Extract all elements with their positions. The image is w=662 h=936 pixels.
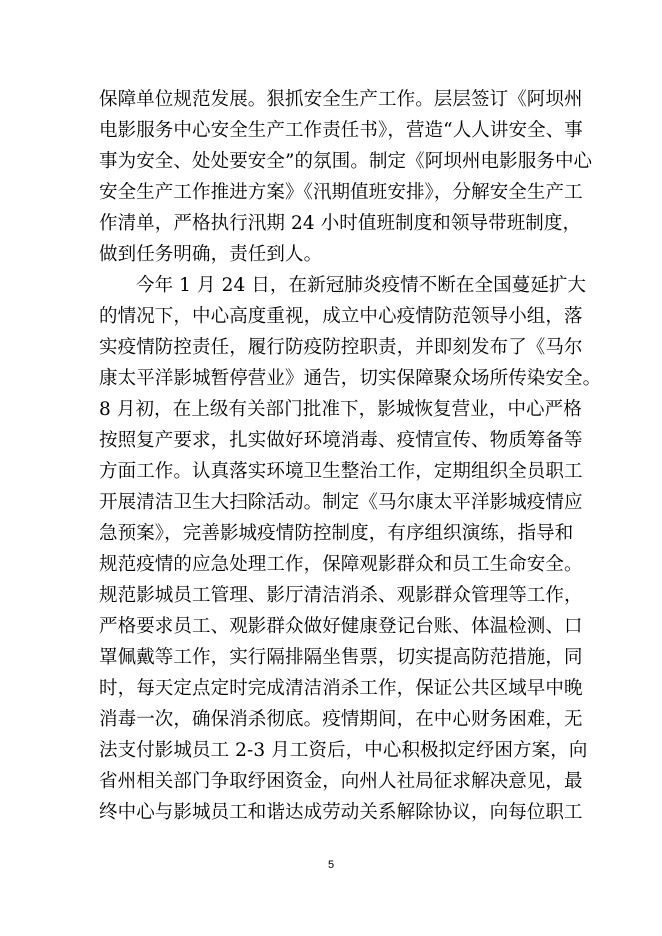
text-line: 做到任务明确，责任到人。 — [99, 244, 323, 265]
text-line: 规范影城员工管理、影厅清洁消杀、观影群众管理等工作， — [99, 585, 583, 606]
text-line: 的情况下，中心高度重视，成立中心疫情防范领导小组，落 — [99, 306, 583, 327]
text-line: 作清单，严格执行汛期 24 小时值班制度和领导带班制度， — [99, 213, 582, 234]
text-line: 罩佩戴等工作，实行隔排隔坐售票，切实提高防范措施，同 — [99, 647, 583, 668]
text-line: 方面工作。认真落实环境卫生整治工作，定期组织全员职工 — [99, 461, 583, 482]
text-line: 事为安全、处处要安全”的氛围。制定《阿坝州电影服务中心 — [99, 151, 593, 172]
text-line: 8 月初，在上级有关部门批准下，影城恢复营业，中心严格 — [99, 399, 582, 420]
page-number: 5 — [327, 859, 335, 871]
text-line: 急预案》，完善影城疫情防控制度，有序组织演练，指导和 — [99, 523, 574, 544]
text-line: 严格要求员工、观影群众做好健康登记台账、体温检测、口 — [99, 616, 583, 637]
paragraph-first-line: 今年 1 月 24 日，在新冠肺炎疫情不断在全国蔓延扩大 — [136, 275, 587, 296]
text-line: 法支付影城员工 2-3 月工资后，中心积极拟定纾困方案，向 — [99, 740, 588, 761]
text-line: 按照复产要求，扎实做好环境消毒、疫情宣传、物质筹备等 — [99, 430, 583, 451]
body-text — [99, 84, 602, 828]
text-line: 安全生产工作推进方案》《汛期值班安排》，分解安全生产工 — [99, 182, 583, 203]
text-line: 时，每天定点定时完成清洁消杀工作，保证公共区域早中晚 — [99, 678, 583, 699]
text-line: 消毒一次，确保消杀彻底。疫情期间，在中心财务困难，无 — [99, 709, 583, 730]
text-line: 保障单位规范发展。狠抓安全生产工作。层层签订《阿坝州 — [99, 89, 583, 110]
text-line: 实疫情防控责任，履行防疫防控职责，并即刻发布了《马尔 — [99, 337, 583, 358]
text-line: 终中心与影城员工和谐达成劳动关系解除协议，向每位职工 — [99, 802, 583, 823]
text-line: 电影服务中心安全生产工作责任书》，营造“人人讲安全、事 — [99, 120, 583, 141]
text-line: 康太平洋影城暂停营业》通告，切实保障聚众场所传染安全。 — [99, 368, 602, 389]
text-line: 省州相关部门争取纾困资金，向州人社局征求解决意见，最 — [99, 771, 583, 792]
text-line: 规范疫情的应急处理工作，保障观影群众和员工生命安全。 — [99, 554, 583, 575]
text-line: 开展清洁卫生大扫除活动。制定《马尔康太平洋影城疫情应 — [99, 492, 583, 513]
